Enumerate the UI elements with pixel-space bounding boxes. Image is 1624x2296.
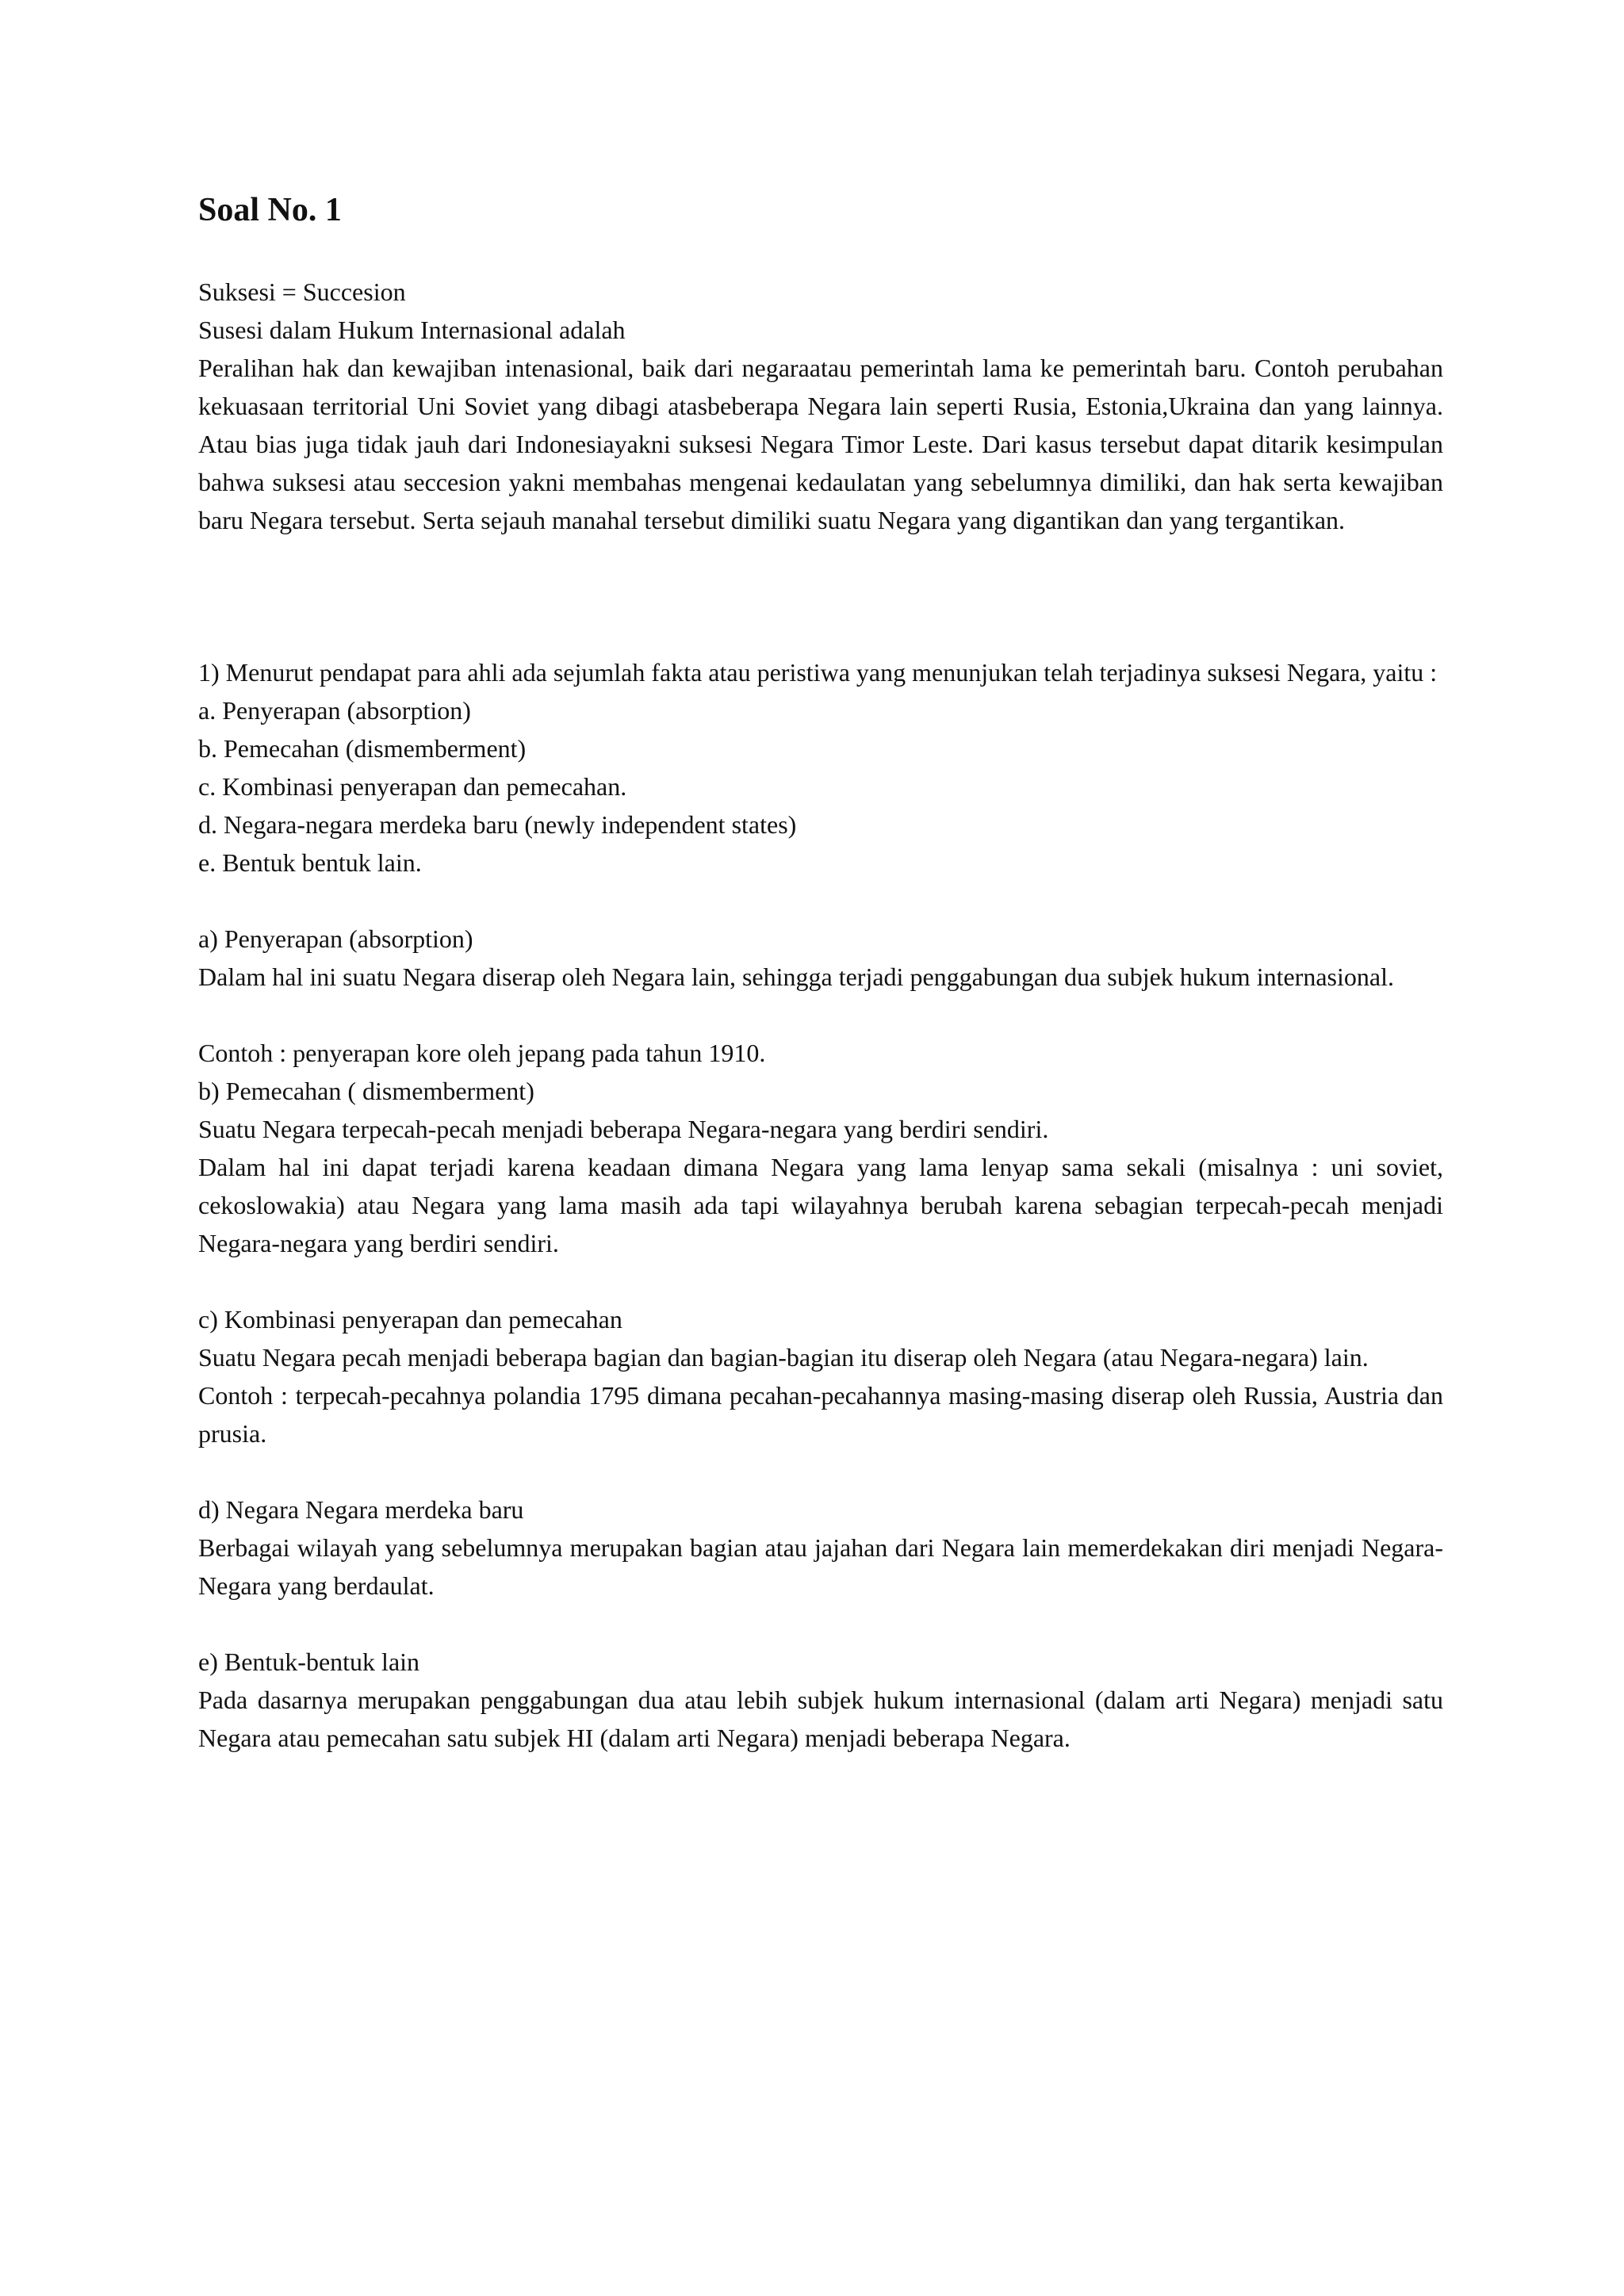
spacer bbox=[198, 996, 1443, 1034]
question-item-c: c. Kombinasi penyerapan dan pemecahan. bbox=[198, 772, 627, 802]
question-item-b: b. Pemecahan (dismemberment) bbox=[198, 734, 527, 763]
spacer bbox=[198, 539, 1443, 653]
question-item-a: a. Penyerapan (absorption) bbox=[198, 696, 471, 725]
spacer bbox=[198, 1452, 1443, 1490]
spacer bbox=[198, 1605, 1443, 1643]
section-e-text: Pada dasarnya merupakan penggabungan dua atau lebih subjek hukum internasional (dalam arti Negara) menjadi satu Negara atau pemecahan satu subjek HI (dalam arti Negara) menjadi beberapa Negara. bbox=[198, 1686, 1443, 1753]
question-item-e: e. Bentuk bentuk lain. bbox=[198, 848, 422, 878]
section-a-text: Dalam hal ini suatu Negara diserap oleh Negara lain, sehingga terjadi penggabungan dua subjek hukum internasional. bbox=[198, 962, 1394, 992]
question-intro: 1) Menurut pendapat para ahli ada sejumlah fakta atau peristiwa yang menunjukan telah terjadinya suksesi Negara, yaitu : bbox=[198, 658, 1438, 687]
section-e-heading: e) Bentuk-bentuk lain bbox=[198, 1647, 420, 1677]
intro-line-2: Susesi dalam Hukum Internasional adalah bbox=[198, 316, 626, 345]
section-c-text: Suatu Negara pecah menjadi beberapa bagian dan bagian-bagian itu diserap oleh Negara (atau Negara-negara) lain. bbox=[198, 1343, 1369, 1372]
section-d-text: Berbagai wilayah yang sebelumnya merupakan bagian atau jajahan dari Negara lain memerdekakan diri menjadi Negara- Negara yang berdaulat. bbox=[198, 1533, 1443, 1601]
section-c-example: Contoh : terpecah-pecahnya polandia 1795 dimana pecahan-pecahannya masing-masing diserap oleh Russia, Austria dan prusia. bbox=[198, 1381, 1443, 1448]
spacer bbox=[198, 882, 1443, 920]
document-title: Soal No. 1 bbox=[198, 192, 342, 228]
spacer bbox=[198, 1262, 1443, 1300]
section-b-heading: b) Pemecahan ( dismemberment) bbox=[198, 1077, 534, 1106]
section-a-example: Contoh : penyerapan kore oleh jepang pada tahun 1910. bbox=[198, 1039, 766, 1068]
document-page bbox=[198, 190, 1443, 1757]
section-c-heading: c) Kombinasi penyerapan dan pemecahan bbox=[198, 1305, 622, 1334]
section-a-heading: a) Penyerapan (absorption) bbox=[198, 924, 473, 954]
question-item-d: d. Negara-negara merdeka baru (newly independent states) bbox=[198, 810, 797, 840]
section-d-heading: d) Negara Negara merdeka baru bbox=[198, 1495, 524, 1525]
intro-paragraph: Peralihan hak dan kewajiban intenasional, baik dari negaraatau pemerintah lama ke pemerintah baru. Contoh perubahan kekuasaan territorial Uni Soviet yang dibagi atasbeberapa Negara lain seperti Rusia, Estonia,Ukraina dan yang lainnya. Atau bias juga tidak jauh dari Indonesiayakni suksesi Negara Timor Leste. Dari kasus tersebut dapat ditarik kesimpulan bahwa suksesi atau seccesion yakni membahas mengenai kedaulatan yang sebelumnya dimiliki, dan hak serta kewajiban baru Negara tersebut. Serta sejauh manahal tersebut dimiliki suatu Negara yang digantikan dan yang tergantikan. bbox=[198, 354, 1443, 535]
intro-line-1: Suksesi = Succesion bbox=[198, 277, 406, 307]
section-b-text-2: Dalam hal ini dapat terjadi karena keadaan dimana Negara yang lama lenyap sama sekali (misalnya : uni soviet, cekoslowakia) atau Negara yang lama masih ada tapi wilayahnya berubah karena sebagian terpecah-pecah menjadi Negara-negara yang berdiri sendiri. bbox=[198, 1153, 1443, 1258]
section-b-text-1: Suatu Negara terpecah-pecah menjadi beberapa Negara-negara yang berdiri sendiri. bbox=[198, 1115, 1049, 1144]
